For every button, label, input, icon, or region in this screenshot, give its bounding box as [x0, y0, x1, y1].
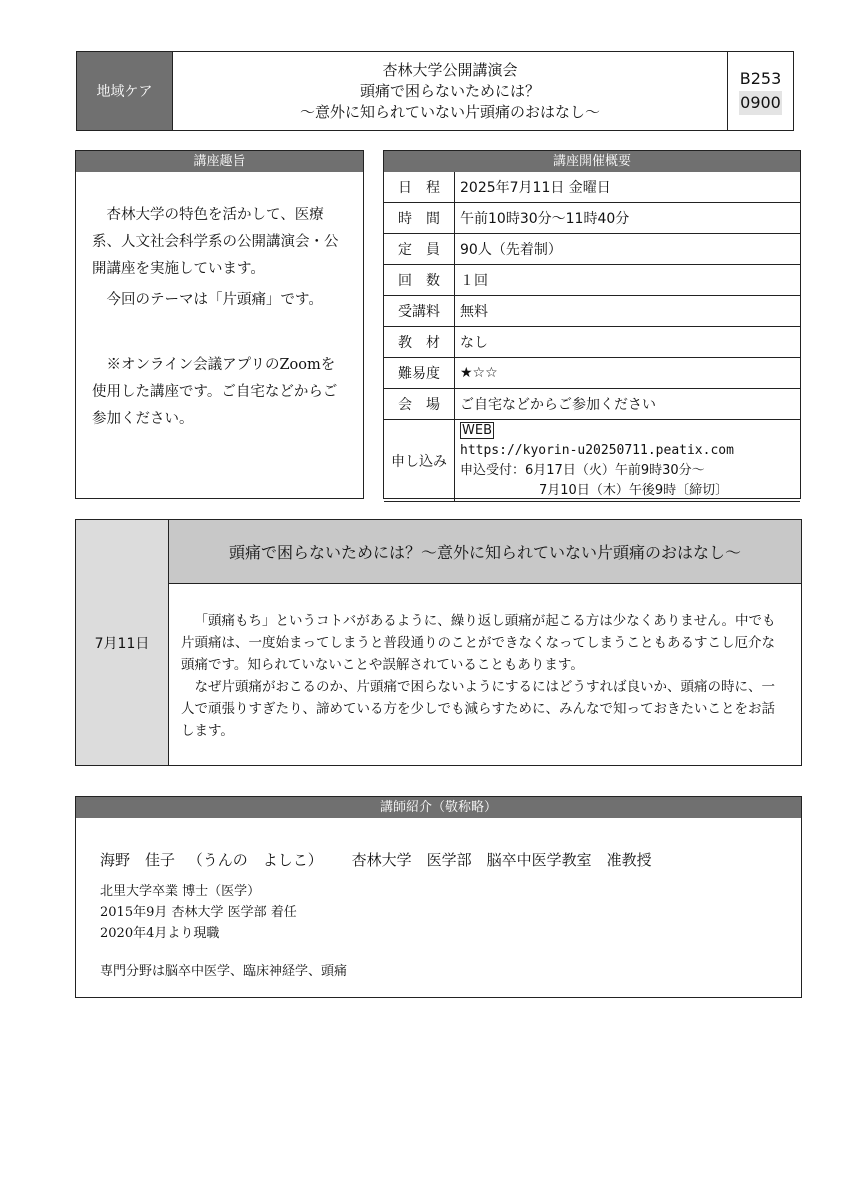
career-line: 2015年9月 杏林大学 医学部 着任 — [100, 905, 297, 920]
row-key: 教 材 — [384, 327, 455, 358]
career-line: 2020年4月より現職 — [100, 926, 220, 941]
course-code-line-1: B253 — [739, 69, 782, 88]
row-value: 90人（先着制） — [455, 234, 801, 265]
overview-panel — [383, 150, 801, 499]
purpose-heading: 講座趣旨 — [76, 151, 363, 172]
row-key: 難易度 — [384, 358, 455, 389]
row-key: 日 程 — [384, 172, 455, 203]
instructor-reading: （うんの よしこ） — [187, 851, 323, 869]
instructor-career — [100, 881, 347, 982]
title-line-3: ～意外に知られていない片頭痛のおはなし～ — [299, 102, 600, 121]
lecture-description — [169, 584, 801, 765]
row-key: 回 数 — [384, 265, 455, 296]
row-value: ★☆☆ — [455, 358, 801, 389]
row-key: 会 場 — [384, 389, 455, 420]
row-value: ご自宅などからご参加ください — [455, 389, 801, 420]
apply-details — [455, 420, 801, 502]
apply-period-line-2: 7月10日（木）午後9時〔締切〕 — [539, 483, 729, 498]
lecture-panel — [75, 519, 802, 766]
row-value: 午前10時30分～11時40分 — [455, 203, 801, 234]
row-value: １回 — [455, 265, 801, 296]
purpose-body — [76, 172, 363, 433]
overview-row — [384, 389, 800, 420]
category-label: 地域ケア — [76, 51, 173, 131]
apply-period-line-1: 申込受付：6月17日（火）午前9時30分～ — [460, 463, 705, 478]
lecture-paragraph-1: 「頭痛もち」というコトバがあるように、繰り返し頭痛が起こる方は少なくありません。中でも片頭痛は、一度始まってしまうと普段通りのことができなくなってしまうこともあるすこし厄介な頭痛です。知られていないことや誤解されていることもあります。 — [181, 613, 776, 673]
overview-row-apply — [384, 420, 800, 502]
overview-row — [384, 265, 800, 296]
lecture-paragraph-2: なぜ片頭痛がおこるのか、片頭痛で困らないようにするにはどうすれば良いか、頭痛の時に、一人で頑張りすぎたり、諦めている方を少しでも減らすために、みんなで知っておきたいことをお話します。 — [181, 679, 775, 739]
course-code — [727, 51, 794, 131]
overview-row — [384, 327, 800, 358]
career-line: 北里大学卒業 博士（医学） — [100, 884, 261, 899]
instructor-name-line — [100, 849, 652, 870]
row-value: なし — [455, 327, 801, 358]
purpose-paragraph-2: 今回のテーマは「片頭痛」です。 — [106, 292, 323, 308]
overview-row — [384, 296, 800, 327]
row-key: 受講料 — [384, 296, 455, 327]
instructor-name: 海野 佳子 — [100, 851, 176, 869]
purpose-paragraph-3: ※オンライン会議アプリのZoomを使用した講座です。ご自宅などからご参加ください。 — [92, 357, 338, 427]
row-key: 定 員 — [384, 234, 455, 265]
row-value: 無料 — [455, 296, 801, 327]
overview-heading: 講座開催概要 — [384, 151, 800, 172]
overview-row — [384, 358, 800, 389]
lecture-date: 7月11日 — [76, 520, 169, 765]
row-value: 2025年7月11日 金曜日 — [455, 172, 801, 203]
instructor-heading: 講師紹介（敬称略） — [76, 797, 801, 818]
title-line-2: 頭痛で困らないためには？ — [359, 81, 540, 100]
purpose-panel — [75, 150, 364, 499]
overview-row — [384, 203, 800, 234]
row-key: 時 間 — [384, 203, 455, 234]
instructor-affiliation: 杏林大学 医学部 脳卒中医学教室 准教授 — [351, 851, 652, 869]
web-method-label: WEB — [462, 423, 492, 438]
row-key: 申し込み — [384, 420, 455, 502]
overview-table — [384, 172, 800, 502]
lecture-title: 頭痛で困らないためには？～意外に知られていない片頭痛のおはなし～ — [169, 520, 801, 584]
overview-row — [384, 234, 800, 265]
instructor-panel — [75, 796, 802, 998]
title-line-1: 杏林大学公開講演会 — [382, 60, 518, 79]
apply-url[interactable]: https://kyorin-u20250711.peatix.com — [460, 443, 734, 458]
purpose-paragraph-1: 杏林大学の特色を活かして、医療系、人文社会科学系の公開講演会・公開講座を実施しています。 — [92, 207, 339, 277]
instructor-specialty: 専門分野は脳卒中医学、臨床神経学、頭痛 — [100, 964, 348, 979]
overview-row — [384, 172, 800, 203]
page-title — [172, 51, 728, 131]
course-code-line-2: 0900 — [739, 91, 782, 115]
